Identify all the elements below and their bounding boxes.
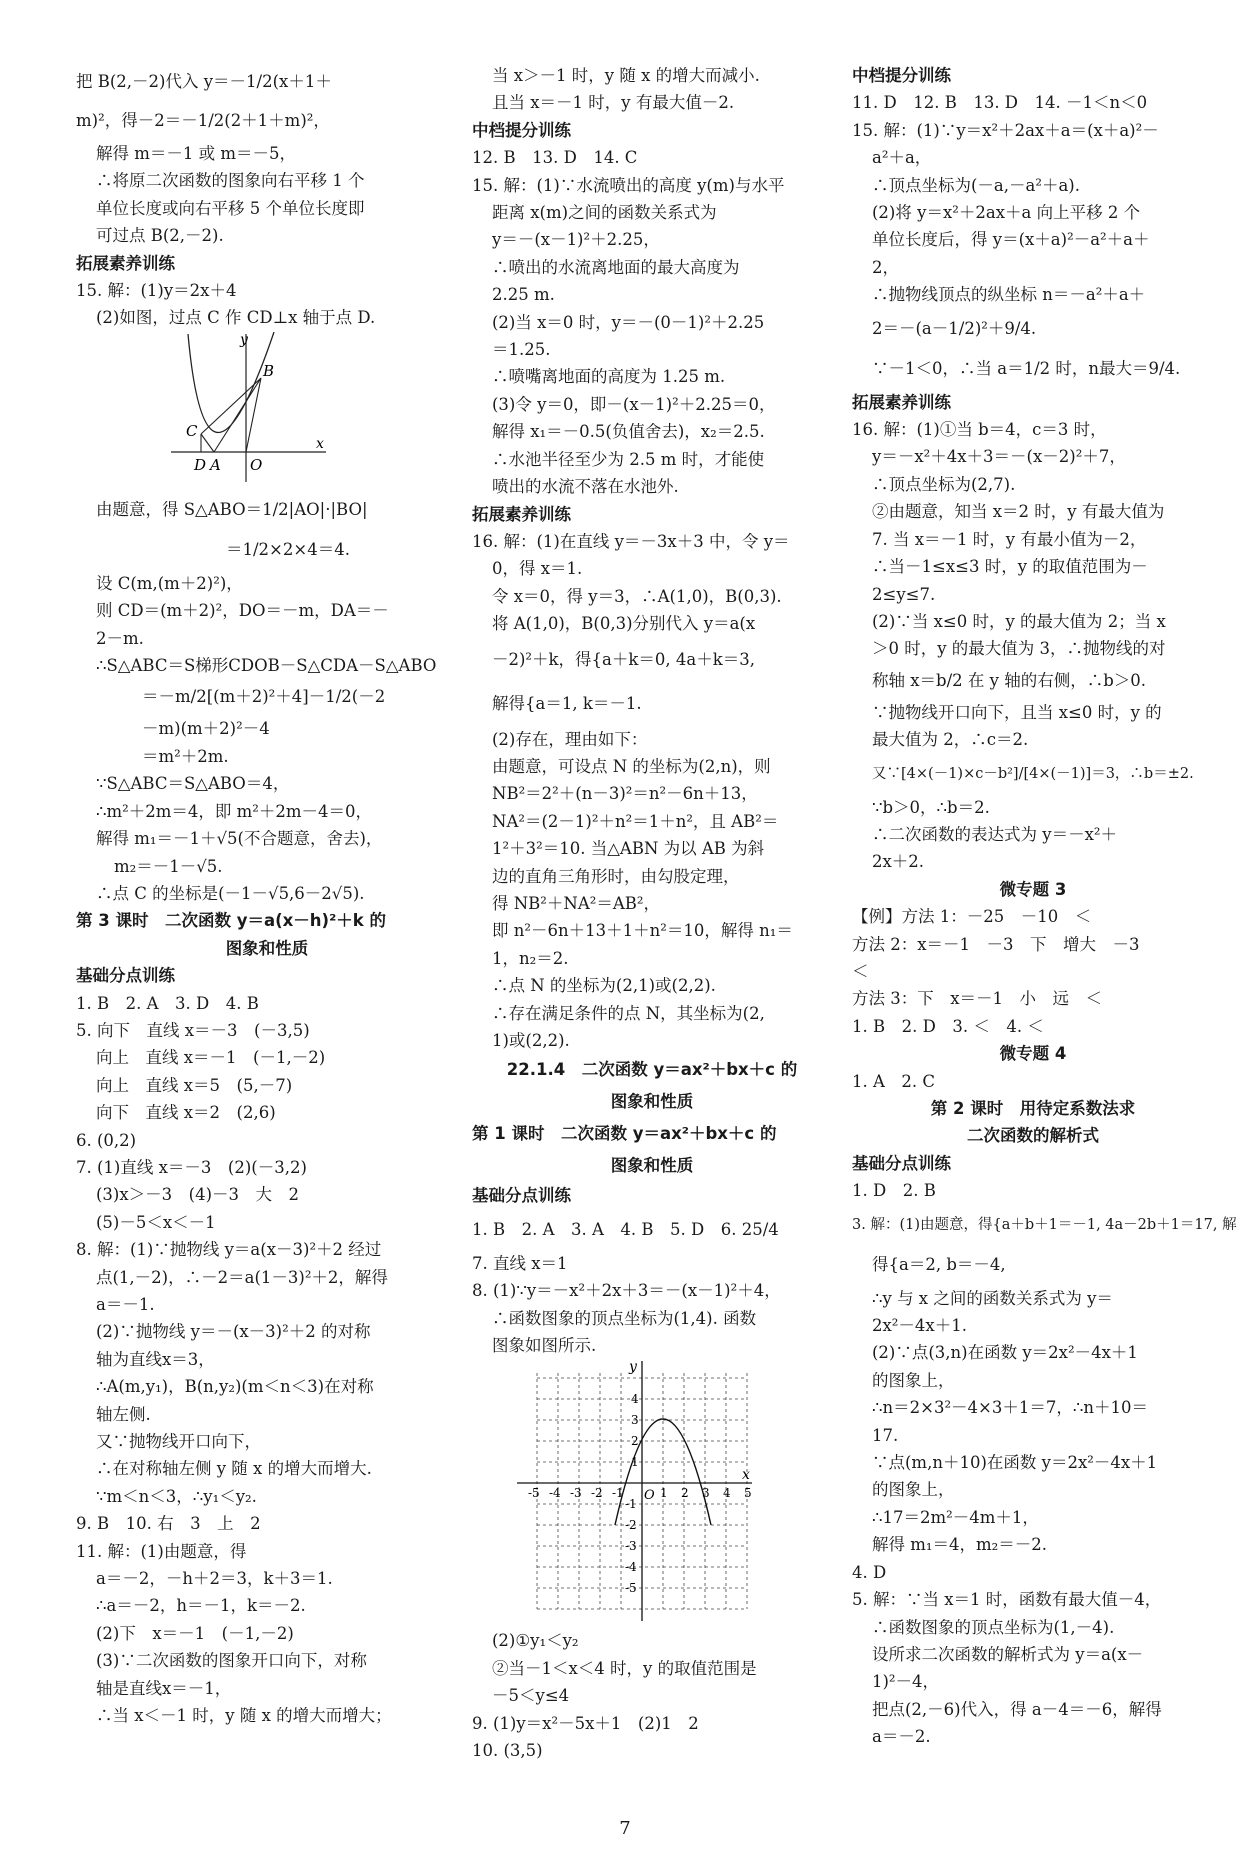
text-line: 称轴 x＝b/2 在 y 轴的右侧，∴b＞0. [872, 670, 1147, 690]
text-line: a＝－2. [872, 1727, 931, 1747]
x-tick-labels [528, 1486, 752, 1500]
text-line: y＝－x²＋4x＋3＝－(x－2)²＋7， [872, 447, 1126, 467]
text-line: ∴存在满足条件的点 N，其坐标为(2, [492, 1003, 765, 1023]
text-line: －m)(m＋2)²－4 [142, 719, 270, 739]
text-line: 由题意，可设点 N 的坐标为(2,n)，则 [492, 756, 771, 776]
text-line: 9. B 10. 右 3 上 2 [76, 1514, 261, 1534]
x-tick: -2 [591, 1486, 603, 1501]
text-line: 解得 x₁＝－0.5(负值舍去)，x₂＝2.5. [492, 422, 765, 442]
text-line: 8. 解：(1)∵抛物线 y＝a(x－3)²＋2 经过 [76, 1240, 382, 1260]
text-line: 4. D [852, 1562, 887, 1582]
text-line: 15. 解：(1)y＝2x＋4 [76, 281, 237, 301]
topic-title: 微专题 3 [999, 879, 1067, 899]
page-number: 7 [619, 1818, 631, 1839]
text-line: 1. B 2. A 3. A 4. B 5. D 6. 25/4 [472, 1219, 779, 1239]
text-line: (3)∵二次函数的图象开口向下，对称 [96, 1651, 367, 1671]
x-tick: -3 [570, 1486, 582, 1501]
text-line: 7. (1)直线 x＝－3 (2)(－3,2) [76, 1157, 307, 1177]
y-tick: -5 [625, 1581, 637, 1596]
text-line: y＝－(x－1)²＋2.25， [492, 230, 660, 250]
x-tick: 5 [744, 1486, 752, 1501]
text-line: 11. 解：(1)由题意，得 [76, 1541, 247, 1561]
text-line: 解得 m₁＝－1＋√5(不合题意，舍去)， [96, 829, 383, 849]
column-1 [76, 62, 458, 1730]
unit-title: 22.1.4 二次函数 y＝ax²＋bx＋c 的 [506, 1060, 798, 1080]
text-line: ＝1.25. [492, 340, 551, 360]
text-line: 5. 解：∵当 x＝1 时，函数有最大值－4， [852, 1590, 1162, 1610]
fig1-label-x: x [316, 435, 324, 452]
text-line: a＝－2，－h＋2＝3，k＋3＝1. [96, 1569, 333, 1589]
figure-parabola-abc [76, 332, 458, 490]
text-line: 且当 x＝－1 时，y 有最大值－2. [492, 93, 735, 113]
text-line: ∴17＝2m²－4m＋1， [872, 1507, 1039, 1527]
text-line: 2x＋2. [872, 852, 925, 872]
x-tick: -5 [528, 1486, 540, 1501]
text-line: ∵－1＜0，∴当 a＝1/2 时，n最大＝9/4. [872, 358, 1181, 378]
text-line: ∴点 N 的坐标为(2,1)或(2,2). [492, 976, 716, 996]
y-tick: -1 [625, 1497, 637, 1512]
y-tick: 1 [631, 1455, 639, 1470]
text-line: 单位长度或向右平移 5 个单位长度即 [96, 198, 365, 218]
text-line: 向上 直线 x＝5 (5,－7) [96, 1075, 293, 1095]
text-line: 可过点 B(2,－2). [96, 226, 224, 246]
fig1-label-c: C [186, 421, 198, 440]
text-line: ∴将原二次函数的图象向右平移 1 个 [96, 171, 365, 191]
text-line: 把点(2,－6)代入，得 a－4＝－6，解得 [872, 1699, 1162, 1719]
text-line: 1. B 2. D 3. ＜ 4. ＜ [852, 1016, 1044, 1036]
text-line: (2)∵当 x≤0 时，y 的最大值为 2；当 x [872, 611, 1166, 631]
text-line: 的图象上， [872, 1370, 955, 1390]
text-line: ∴当 x＜－1 时，y 随 x 的增大而增大； [96, 1706, 392, 1726]
text-line: 2， [872, 257, 899, 277]
text-line: ＞0 时，y 的最大值为 3，∴抛物线的对 [872, 639, 1166, 659]
text-line: (2)下 x＝－1 (－1,－2) [96, 1623, 294, 1643]
text-line: 单位长度后，得 y＝(x＋a)²－a²＋a＋ [872, 230, 1150, 250]
text-line: (2)将 y＝x²＋2ax＋a 向上平移 2 个 [872, 203, 1141, 223]
text-line: 即 n²－6n＋13＋1＋n²＝10，解得 n₁＝ [492, 921, 793, 941]
text-line: 17. [872, 1425, 899, 1445]
fig1-label-a: A [210, 455, 221, 474]
text-line: ∴n＝2×3²－4×3＋1＝7，∴n＋10＝ [872, 1398, 1148, 1418]
text-line: 当 x＞－1 时，y 随 x 的增大而减小. [492, 66, 760, 85]
text-line: (2)当 x＝0 时，y＝－(0－1)²＋2.25 [492, 312, 765, 332]
y-tick: -3 [625, 1539, 637, 1554]
text-line: ∵点(m,n＋10)在函数 y＝2x²－4x＋1 [872, 1453, 1158, 1473]
topic-title: 微专题 4 [999, 1044, 1067, 1064]
figure-grid-graph-svg [512, 1359, 752, 1623]
text-line: ∴顶点坐标为(2,7). [872, 474, 1016, 494]
text-line: 将 A(1,0)，B(0,3)分别代入 y＝a(x [492, 614, 756, 634]
text-line: 轴左侧. [96, 1404, 151, 1424]
text-line: 1)²－4， [872, 1672, 940, 1692]
text-line: ＝1/2×2×4＝4. [226, 539, 350, 559]
text-line: ∴喷嘴离地面的高度为 1.25 m. [492, 367, 726, 387]
text-line: 解得{a＝1, k＝－1. [492, 693, 642, 713]
text-line: 解得 m＝－1 或 m＝－5， [96, 144, 297, 163]
text-line: 轴为直线x＝3， [96, 1349, 215, 1369]
text-line: 令 x＝0，得 y＝3，∴A(1,0)，B(0,3). [492, 586, 782, 606]
text-line: 方法 2：x＝－1 －3 下 增大 －3 [852, 934, 1140, 954]
text-line: ∴a＝－2，h＝－1，k＝－2. [96, 1596, 306, 1616]
text-line: ＝－m/2[(m＋2)²＋4]－1/2(－2 [142, 687, 386, 707]
text-line: 设 C(m,(m＋2)²)， [96, 573, 243, 593]
text-line: 得{a＝2, b＝－4, [872, 1254, 1006, 1274]
text-line: 向下 直线 x＝2 (2,6) [96, 1103, 276, 1123]
text-line: ∴m²＋2m＝4，即 m²＋2m－4＝0， [96, 801, 373, 821]
text-line: ∴抛物线顶点的纵坐标 n＝－a²＋a＋ [872, 285, 1146, 305]
unit-title: 图象和性质 [610, 1092, 694, 1112]
text-line: (2)∵抛物线 y＝－(x－3)²＋2 的对称 [96, 1322, 371, 1342]
text-line: 方法 3：下 x＝－1 小 远 ＜ [852, 989, 1103, 1009]
fig2-label-x: x [742, 1467, 750, 1484]
fig1-label-d: D [194, 455, 207, 474]
text-line: 7. 当 x＝－1 时，y 有最小值为－2， [872, 529, 1147, 549]
text-line: ②由题意，知当 x＝2 时，y 有最大值为 [872, 502, 1165, 522]
section-heading: 基础分点训练 [472, 1186, 571, 1206]
text-line: 设所求二次函数的解析式为 y＝a(x－ [872, 1644, 1144, 1664]
text-line: NA²＝(2－1)²＋n²＝1＋n²，且 AB²＝ [492, 811, 779, 831]
text-line: 喷出的水流不落在水池外. [492, 477, 679, 497]
text-line: 向上 直线 x＝－1 (－1,－2) [96, 1048, 326, 1068]
text-line: m)²，得－2＝－1/2(2＋1＋m)²， [76, 111, 330, 130]
y-tick: 2 [631, 1434, 639, 1449]
column-3 [852, 62, 1237, 1751]
text-line: 1，n₂＝2. [492, 948, 569, 968]
text-line: (2)∵点(3,n)在函数 y＝2x²－4x＋1 [872, 1343, 1138, 1363]
fig2-label-o: O [644, 1488, 655, 1504]
x-tick: 3 [702, 1486, 710, 1501]
figure-grid-graph [472, 1359, 832, 1627]
text-line: 1. A 2. C [852, 1071, 936, 1091]
text-line: 12. B 13. D 14. C [472, 148, 638, 168]
x-tick: -1 [612, 1486, 624, 1501]
text-line: ∴在对称轴左侧 y 随 x 的增大而增大. [96, 1459, 372, 1479]
text-line: a²＋a， [872, 148, 932, 168]
text-line: 16. 解：(1)①当 b＝4，c＝3 时， [852, 420, 1107, 440]
text-line: 3. 解：(1)由题意，得{a＋b＋1＝－1, 4a－2b＋1＝17, 解 [852, 1216, 1237, 1233]
text-line: 6. (0,2) [76, 1130, 137, 1150]
text-line: 把 B(2,－2)代入 y＝－1/2(x＋1＋ [76, 72, 332, 91]
text-line: ∴A(m,y₁)，B(n,y₂)(m＜n＜3)在对称 [96, 1377, 374, 1397]
text-line: ∴二次函数的表达式为 y＝－x²＋ [872, 824, 1117, 844]
y-tick: -4 [625, 1560, 637, 1575]
text-line: 1²＋3²＝10. 当△ABN 为以 AB 为斜 [492, 839, 765, 859]
text-line: ∵抛物线开口向下，且当 x≤0 时，y 的 [872, 702, 1162, 722]
text-line: 得 NB²＋NA²＝AB²， [492, 893, 661, 913]
text-line: ∴喷出的水流离地面的最大高度为 [492, 257, 740, 277]
text-line: 5. 向下 直线 x＝－3 (－3,5) [76, 1020, 310, 1040]
text-line: ∴函数图象的顶点坐标为(1,4). 函数 [492, 1308, 757, 1328]
lesson-title: 图象和性质 [610, 1156, 694, 1176]
x-tick: -4 [549, 1486, 561, 1501]
text-line: 最大值为 2，∴c＝2. [872, 730, 1029, 750]
text-line: 【例】方法 1：－25 －10 ＜ [852, 907, 1092, 927]
y-tick: 3 [631, 1413, 639, 1428]
text-line: (2)如图，过点 C 作 CD⊥x 轴于点 D. [96, 308, 376, 328]
figure-parabola-abc-svg [166, 332, 326, 488]
lesson-title: 二次函数的解析式 [967, 1126, 1099, 1146]
x-tick: 1 [660, 1486, 668, 1501]
section-heading: 拓展素养训练 [852, 392, 951, 412]
text-line: 边的直角三角形时，由勾股定理， [492, 866, 740, 886]
text-line: 的图象上， [872, 1480, 955, 1500]
text-line: (5)－5＜x＜－1 [96, 1212, 216, 1232]
lesson-title: 第 3 课时 二次函数 y＝a(x－h)²＋k 的 [76, 911, 387, 931]
text-line: ∵b＞0，∴b＝2. [872, 797, 990, 817]
text-line: (3)令 y＝0，即－(x－1)²＋2.25＝0， [492, 394, 776, 414]
section-heading: 拓展素养训练 [76, 253, 175, 273]
text-line: ∴函数图象的顶点坐标为(1,－4). [872, 1617, 1115, 1637]
text-line: 由题意，得 S△ABO＝1/2|AO|·|BO| [96, 499, 368, 519]
text-line: 图象如图所示. [492, 1336, 597, 1356]
text-line: ∴y 与 x 之间的函数关系式为 y＝ [872, 1288, 1113, 1308]
text-line: 轴是直线x＝－1， [96, 1678, 232, 1698]
text-line: 15. 解：(1)∵y＝x²＋2ax＋a＝(x＋a)²－ [852, 120, 1159, 140]
text-line: 15. 解：(1)∵水流喷出的高度 y(m)与水平 [472, 175, 785, 195]
text-line: ∴S△ABC＝S梯形CDOB－S△CDA－S△ABO [96, 656, 437, 676]
text-line: 9. (1)y＝x²－5x＋1 (2)1 2 [472, 1713, 699, 1733]
text-line: 10. (3,5) [472, 1741, 543, 1761]
text-line: 2x²－4x＋1. [872, 1316, 967, 1336]
text-line: 2－m. [96, 628, 144, 648]
column-2 [472, 62, 832, 1764]
text-line: (2)存在，理由如下： [492, 729, 648, 749]
fig1-label-y: y [240, 331, 248, 348]
text-line: ②当－1＜x＜4 时，y 的取值范围是 [492, 1658, 757, 1678]
text-line: 则 CD＝(m＋2)²，DO＝－m，DA＝－ [96, 601, 389, 621]
text-line: 7. 直线 x＝1 [472, 1253, 568, 1273]
y-tick: -2 [625, 1518, 637, 1533]
section-heading: 中档提分训练 [472, 120, 571, 140]
text-line: 8. (1)∵y＝－x²＋2x＋3＝－(x－1)²＋4， [472, 1281, 781, 1301]
text-line: 1)或(2,2). [492, 1031, 570, 1050]
text-line: 0，得 x＝1. [492, 559, 583, 579]
x-tick: 2 [681, 1486, 689, 1501]
text-line: 又∵抛物线开口向下， [96, 1432, 261, 1452]
text-line: 2.25 m. [492, 285, 555, 305]
text-line: NB²＝2²＋(n－3)²＝n²－6n＋13， [492, 784, 758, 804]
text-line: ＝m²＋2m. [142, 746, 229, 766]
text-line: 16. 解：(1)在直线 y＝－3x＋3 中，令 y＝ [472, 531, 790, 551]
text-line: ∵S△ABC＝S△ABO＝4， [96, 774, 290, 794]
lesson-title: 图象和性质 [225, 938, 309, 958]
text-line: 2＝－(a－1/2)²＋9/4. [872, 318, 1037, 338]
text-line: 又∵[4×(－1)×c－b²]/[4×(－1)]＝3，∴b＝±2. [872, 765, 1194, 782]
lesson-title: 第 1 课时 二次函数 y＝ax²＋bx＋c 的 [472, 1124, 777, 1144]
text-line: －2)²＋k，得{a＋k＝0, 4a＋k＝3, [492, 649, 755, 669]
text-line: 解得 m₁＝4，m₂＝－2. [872, 1535, 1048, 1555]
fig2-label-y: y [629, 1359, 637, 1376]
text-line: 11. D 12. B 13. D 14. －1＜n＜0 [852, 93, 1148, 113]
lesson-title: 第 2 课时 用待定系数法求 [930, 1099, 1136, 1118]
text-line: a＝－1. [96, 1295, 155, 1314]
text-line: 2≤y≤7. [872, 584, 936, 604]
text-line: ＜ [852, 961, 869, 981]
text-line: ∴顶点坐标为(－a,－a²＋a). [872, 175, 1080, 195]
text-line: 距离 x(m)之间的函数关系式为 [492, 203, 717, 223]
section-heading: 拓展素养训练 [472, 504, 571, 524]
section-heading: 基础分点训练 [852, 1153, 951, 1173]
text-line: ∵m＜n＜3，∴y₁＜y₂. [96, 1486, 257, 1506]
text-line: 1. B 2. A 3. D 4. B [76, 993, 259, 1013]
parabola-curve [188, 332, 274, 433]
x-tick: 4 [723, 1486, 731, 1501]
y-tick: 4 [631, 1392, 639, 1407]
text-line: ∴点 C 的坐标是(－1－√5,6－2√5). [96, 883, 365, 903]
text-line: (2)①y₁＜y₂ [492, 1631, 579, 1651]
text-line: (3)x＞－3 (4)－3 大 2 [96, 1185, 300, 1205]
text-line: ∴水池半径至少为 2.5 m 时，才能使 [492, 449, 765, 469]
fig1-label-b: B [263, 361, 275, 380]
y-tick-labels [625, 1392, 639, 1595]
text-line: m₂＝－1－√5. [114, 856, 223, 876]
text-line: 点(1,－2)，∴－2＝a(1－3)²＋2，解得 [96, 1267, 388, 1287]
text-line: 1. D 2. B [852, 1181, 936, 1201]
text-line: －5＜y≤4 [492, 1686, 570, 1706]
text-line: ∴当－1≤x≤3 时，y 的取值范围为－ [872, 557, 1148, 577]
section-heading: 中档提分训练 [852, 66, 951, 85]
fig1-label-o: O [250, 455, 263, 474]
section-heading: 基础分点训练 [76, 966, 175, 986]
